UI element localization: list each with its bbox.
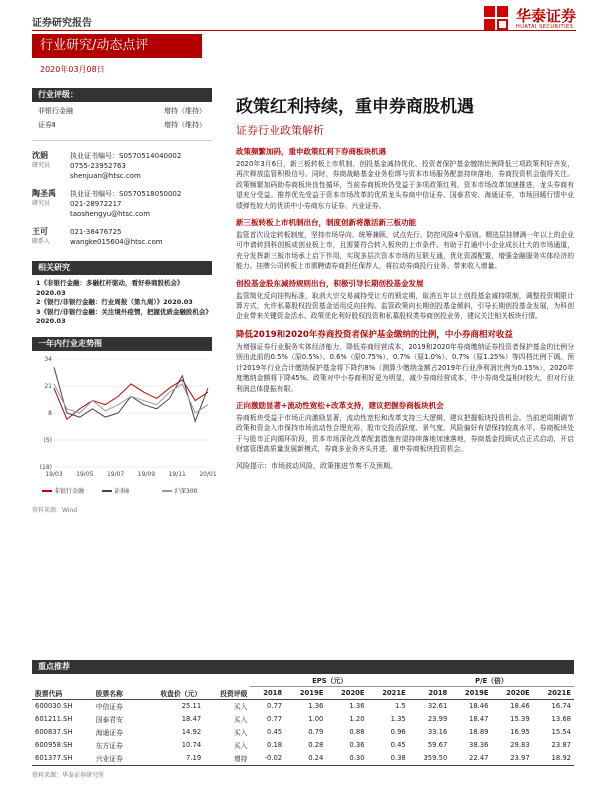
table-cell: 1.35 [390, 715, 406, 723]
column-header: 2021E [382, 688, 406, 697]
table-cell: 0.96 [390, 728, 406, 736]
table-cell: 1.5 [394, 702, 406, 710]
table-cell: 18.47 [469, 715, 489, 723]
header-divider [32, 30, 576, 31]
x-tick-label: 19/03 [45, 470, 63, 478]
analyst-email[interactable]: wangke015604@htsc.com [70, 238, 163, 246]
x-tick-label: 20/01 [199, 470, 217, 478]
table-row [32, 713, 574, 726]
column-header: 2019E [299, 688, 324, 697]
table-row [32, 752, 574, 766]
table-cell: 38.36 [469, 741, 489, 749]
table-cell: 13.68 [551, 715, 571, 723]
table-cell: 中信证券 [95, 703, 123, 711]
analyst-block [32, 151, 212, 181]
table-cell: 600958.SH [35, 741, 73, 749]
series-line [54, 383, 208, 412]
y-tick-label: 8 [48, 409, 52, 417]
table-cell: 7.19 [186, 754, 202, 762]
related-list [32, 275, 212, 327]
table-cell: 15.54 [551, 728, 571, 736]
column-header: 股票名称 [95, 689, 123, 698]
table-cell: 59.67 [427, 741, 448, 749]
table-cell: 23.97 [510, 754, 530, 762]
report-subtitle: 证券行业政策解析 [236, 124, 324, 137]
table-cell: 0.38 [390, 754, 406, 762]
report-body [236, 140, 574, 471]
related-item[interactable]: 3《银行/非银行金融：关注境外疫情，把握优质金融股机会》2020.03 [36, 307, 212, 325]
analyst-block [32, 227, 212, 247]
table-cell: 0.28 [308, 741, 324, 749]
brand-logo [484, 6, 576, 32]
analyst-name: 沈娟 [32, 151, 48, 160]
table-cell: 25.11 [181, 702, 202, 710]
table-cell: 32.61 [427, 702, 448, 710]
x-tick-label: 19/09 [137, 470, 156, 478]
section-title: 新三板转板上市机制出台，制度创新将激活新三板功能 [236, 218, 416, 228]
table-cell: 600030.SH [35, 702, 73, 710]
analyst-phone: 021-38476725 [70, 228, 122, 236]
table-cell: 1.20 [349, 715, 365, 723]
rating-sector: 非银行金融 [38, 107, 73, 115]
legend-label: 证券Ⅱ [114, 487, 129, 495]
column-header: 2018 [263, 688, 283, 697]
section-text: 券商板块受益于市场正向激励显著，流动性宽松和改革支持三大逻辑，建议把握板块投资机会。当前逆周期调节政策和资金入市保持市场流动性合理充裕，股市交投活跃度、景气度、风险偏好有望保持较高水平。券商板块处于与股市正向循环阶段，资本市场深化改革配套措施有望持续落地加速落地，券商基金投顾试点正式启动，开启财富管理高质量发展新模式，券商多业务齐头并进，重申券商板块投资机会。 [236, 413, 574, 454]
analyst-phone: 0755-23952763 [70, 162, 126, 170]
table-cell: 买入 [233, 716, 248, 724]
section-title: 降低2019和2020年券商投资者保护基金缴纳的比例，中小券商相对收益 [236, 329, 513, 340]
analyst-role: 研究员 [32, 200, 51, 207]
table-cell: 14.92 [181, 728, 202, 736]
chart-heading: 一年内行业走势图 [32, 337, 212, 351]
x-tick-label: 19/11 [168, 470, 186, 478]
eps-header: EPS（元） [250, 674, 408, 687]
column-header: 股票代码 [35, 689, 63, 698]
rating-value: 增持（维持） [164, 121, 206, 129]
logo-icon [484, 6, 510, 32]
brand-name-en: HUATAI SECURITIES [515, 24, 574, 30]
section-title: 创投基金股东减持规则出台，积极引导长期创投基金发展 [236, 278, 424, 288]
table-cell: 18.47 [181, 715, 202, 723]
table-cell: 600837.SH [35, 728, 73, 736]
table-cell: 0.30 [349, 754, 365, 762]
left-column [32, 88, 217, 514]
category-banner: 行业研究/动态点评 [32, 34, 202, 58]
table-cell: 买入 [233, 729, 248, 737]
pe-header: P/E（倍） [409, 674, 574, 687]
table-cell: 18.46 [510, 702, 530, 710]
analyst-license: 执业证书编号：S0570514040002 [70, 152, 182, 160]
column-header: 2020E [340, 688, 365, 697]
analyst-email[interactable]: shenjuan@htsc.com [70, 172, 141, 180]
footer-source: 资料来源：华泰证券研究所 [32, 772, 105, 779]
column-header: 收盘价（元） [160, 689, 202, 698]
analyst-email[interactable]: taoshengyu@htsc.com [70, 210, 151, 218]
table-cell: 359.50 [423, 754, 448, 762]
column-header: 2020E [506, 688, 530, 697]
column-header: 2018 [428, 688, 448, 697]
table-cell: 买入 [233, 703, 248, 711]
table-cell: 0.79 [308, 728, 324, 736]
x-tick-label: 19/07 [106, 470, 125, 478]
table-cell: 15.39 [510, 715, 530, 723]
section-text: 监管首次设定转板制度，坚持市场导向、统筹兼顾、试点先行、防控风险4个原则。精选层挂牌满一年以上的企业可申请转到科创板或创业板上市，且需要符合转入板块的上市条件。有助于打通中小企业成长壮大的市场通道，充分发挥新三板市场承上启下作用，实现多层次资本市场的互联互通，优化资源配置，增强金融服务实体经济的能力。挂牌公司转板上市需聘请券商担任保荐人，将拉动券商投行业务、带来收入增量。 [236, 231, 574, 271]
table-cell: 0.18 [267, 741, 283, 749]
column-header: 2019E [464, 688, 489, 697]
table-cell: 18.92 [551, 754, 571, 762]
column-header: 2021E [547, 688, 571, 697]
table-cell: 23.87 [551, 741, 571, 749]
table-cell: 0.88 [349, 728, 365, 736]
table-cell: 22.47 [469, 754, 489, 762]
column-header: 投资评级 [220, 689, 248, 698]
table-cell: 国泰君安 [95, 716, 123, 724]
rating-row [32, 116, 212, 130]
table-heading: 重点推荐 [32, 660, 574, 674]
x-tick-label: 19/05 [76, 470, 94, 478]
table-cell: 0.24 [308, 754, 324, 762]
analyst-name: 王可 [32, 227, 48, 236]
related-heading: 相关研究 [32, 261, 212, 275]
table-row [32, 726, 574, 739]
legend-label: 沪深300 [174, 487, 198, 495]
table-cell: 16.74 [551, 702, 571, 710]
y-tick-label: (18) [39, 463, 52, 471]
chart-source: 资料来源：Wind [32, 506, 78, 514]
rating-row [32, 102, 212, 116]
section-text: 2020年3月6日，新三板转板上市机制、创投基金减持优化、投资者保护基金缴纳比例降低三项政策利好齐发，再次释放监管积极信号。同时，券商战略基金业务松绑与资本市场服务配套持续落地，券商投资机会值得关注。政策频繁加码助券商板块良性循环，当前券商板块仍受益于多项政策红利，资本市场改革加速推进，龙头券商有望充分受益。推荐优先受益于资本市场改革的优质龙头券商中信证券、国泰君安、海通证券，市场回暖行情中业绩弹性较大的优质中小券商东方证券、兴业证券。 [236, 160, 574, 210]
related-item[interactable]: 1《非银行金融：多融杠杆驱动，看好券商股机会》2020.03 [36, 279, 184, 297]
table-cell: 0.77 [267, 715, 283, 723]
table-cell: -0.02 [264, 754, 283, 762]
analyst-license: 执业证书编号：S0570518050002 [70, 190, 182, 198]
table-cell: 1.00 [308, 715, 324, 723]
analyst-name: 陶圣禹 [32, 189, 56, 198]
rating-value: 增持（维持） [164, 107, 206, 115]
section-text: 监管简化反向挂钩标准，取消大宗交易减持受让方的锁定期，取消五年以上创投基金减持限制，调整投资期限计算方式，允许私募股权投资基金适用反向挂钩。监管政策向长期创投基金倾斜，引导长期创投基金发展，为科创企业带来关键资金活水。政策优化利好股权投资和私募股权类券商创投业务，建议关注相关板块行情。 [236, 291, 574, 321]
table-cell: 18.46 [469, 702, 489, 710]
report-type-label: 证券研究报告 [32, 18, 92, 29]
risk-note: 风险提示：市场波动风险，政策推进节奏不及预期。 [236, 461, 397, 470]
recommendation-table [32, 674, 574, 766]
table-cell: 1.36 [308, 702, 324, 710]
table-cell: 1.36 [349, 702, 365, 710]
analyst-block [32, 189, 212, 219]
table-cell: 0.45 [390, 741, 406, 749]
table-cell: 601211.SH [35, 715, 73, 723]
report-title: 政策红利持续，重申券商股机遇 [236, 97, 474, 117]
table-cell: 海通证券 [95, 729, 123, 737]
analyst-role: 研究员 [32, 162, 51, 169]
related-item[interactable]: 2《银行/非银行金融：行业周报（第九周）》2020.03 [36, 298, 193, 306]
analyst-role: 联系人 [32, 238, 51, 245]
report-date: 2020年03月08日 [40, 65, 105, 74]
table-cell: 29.83 [510, 741, 530, 749]
analyst-phone: 021-28972217 [70, 200, 122, 208]
table-cell: 601377.SH [35, 754, 73, 762]
rating-sector: 证券Ⅱ [38, 121, 56, 129]
y-tick-label: 21 [44, 382, 52, 390]
table-cell: 18.89 [469, 728, 489, 736]
y-tick-label: 34 [44, 355, 52, 363]
table-cell: 10.74 [181, 741, 202, 749]
table-row [32, 699, 574, 713]
table-cell: 买入 [233, 742, 248, 750]
table-cell: 0.45 [267, 728, 283, 736]
table-cell: 16.95 [510, 728, 530, 736]
section-text: 为增强证券行业服务实体经济能力，降低券商经营成本，2019和2020年券商缴纳证券投资者保护基金的比例分别由此前的0.5%（原0.5%）、0.6%（原0.75%）、0.7%（原1.0%）、0.7%（原1.25%）等四档比例下调。预计2019年行业合计缴纳保护基金将下降约8%（测算少缴纳金额占2019年行业净利润比例为0.15%），2020年度缴纳金额将下降45%。政策对中小券商利好更为明显，减少券商经营成本，中小券商受益相对较大，但对行业利润总体提振有限。 [236, 342, 574, 393]
table-cell: 东方证券 [95, 742, 123, 750]
table-row [32, 739, 574, 752]
table-cell: 增持 [233, 755, 248, 763]
rating-heading: 行业评级： [32, 88, 212, 102]
table-cell: 0.77 [267, 702, 283, 710]
recommendation-table-area [32, 660, 574, 766]
table-cell: 兴业证券 [95, 755, 123, 763]
table-cell: 0.36 [349, 741, 365, 749]
trend-chart [32, 351, 217, 501]
y-tick-label: (5) [43, 436, 52, 444]
section-title: 政策频繁加码，重申政策红利下券商板块机遇 [236, 147, 386, 156]
section-title: 正向激励显著+流动性宽松+改革支持，建议把握券商板块机会 [236, 400, 444, 410]
legend-label: 非银行金融 [54, 487, 85, 495]
brand-name-cn: 华泰证券 [515, 7, 576, 25]
table-cell: 33.16 [427, 728, 448, 736]
table-cell: 23.99 [427, 715, 448, 723]
